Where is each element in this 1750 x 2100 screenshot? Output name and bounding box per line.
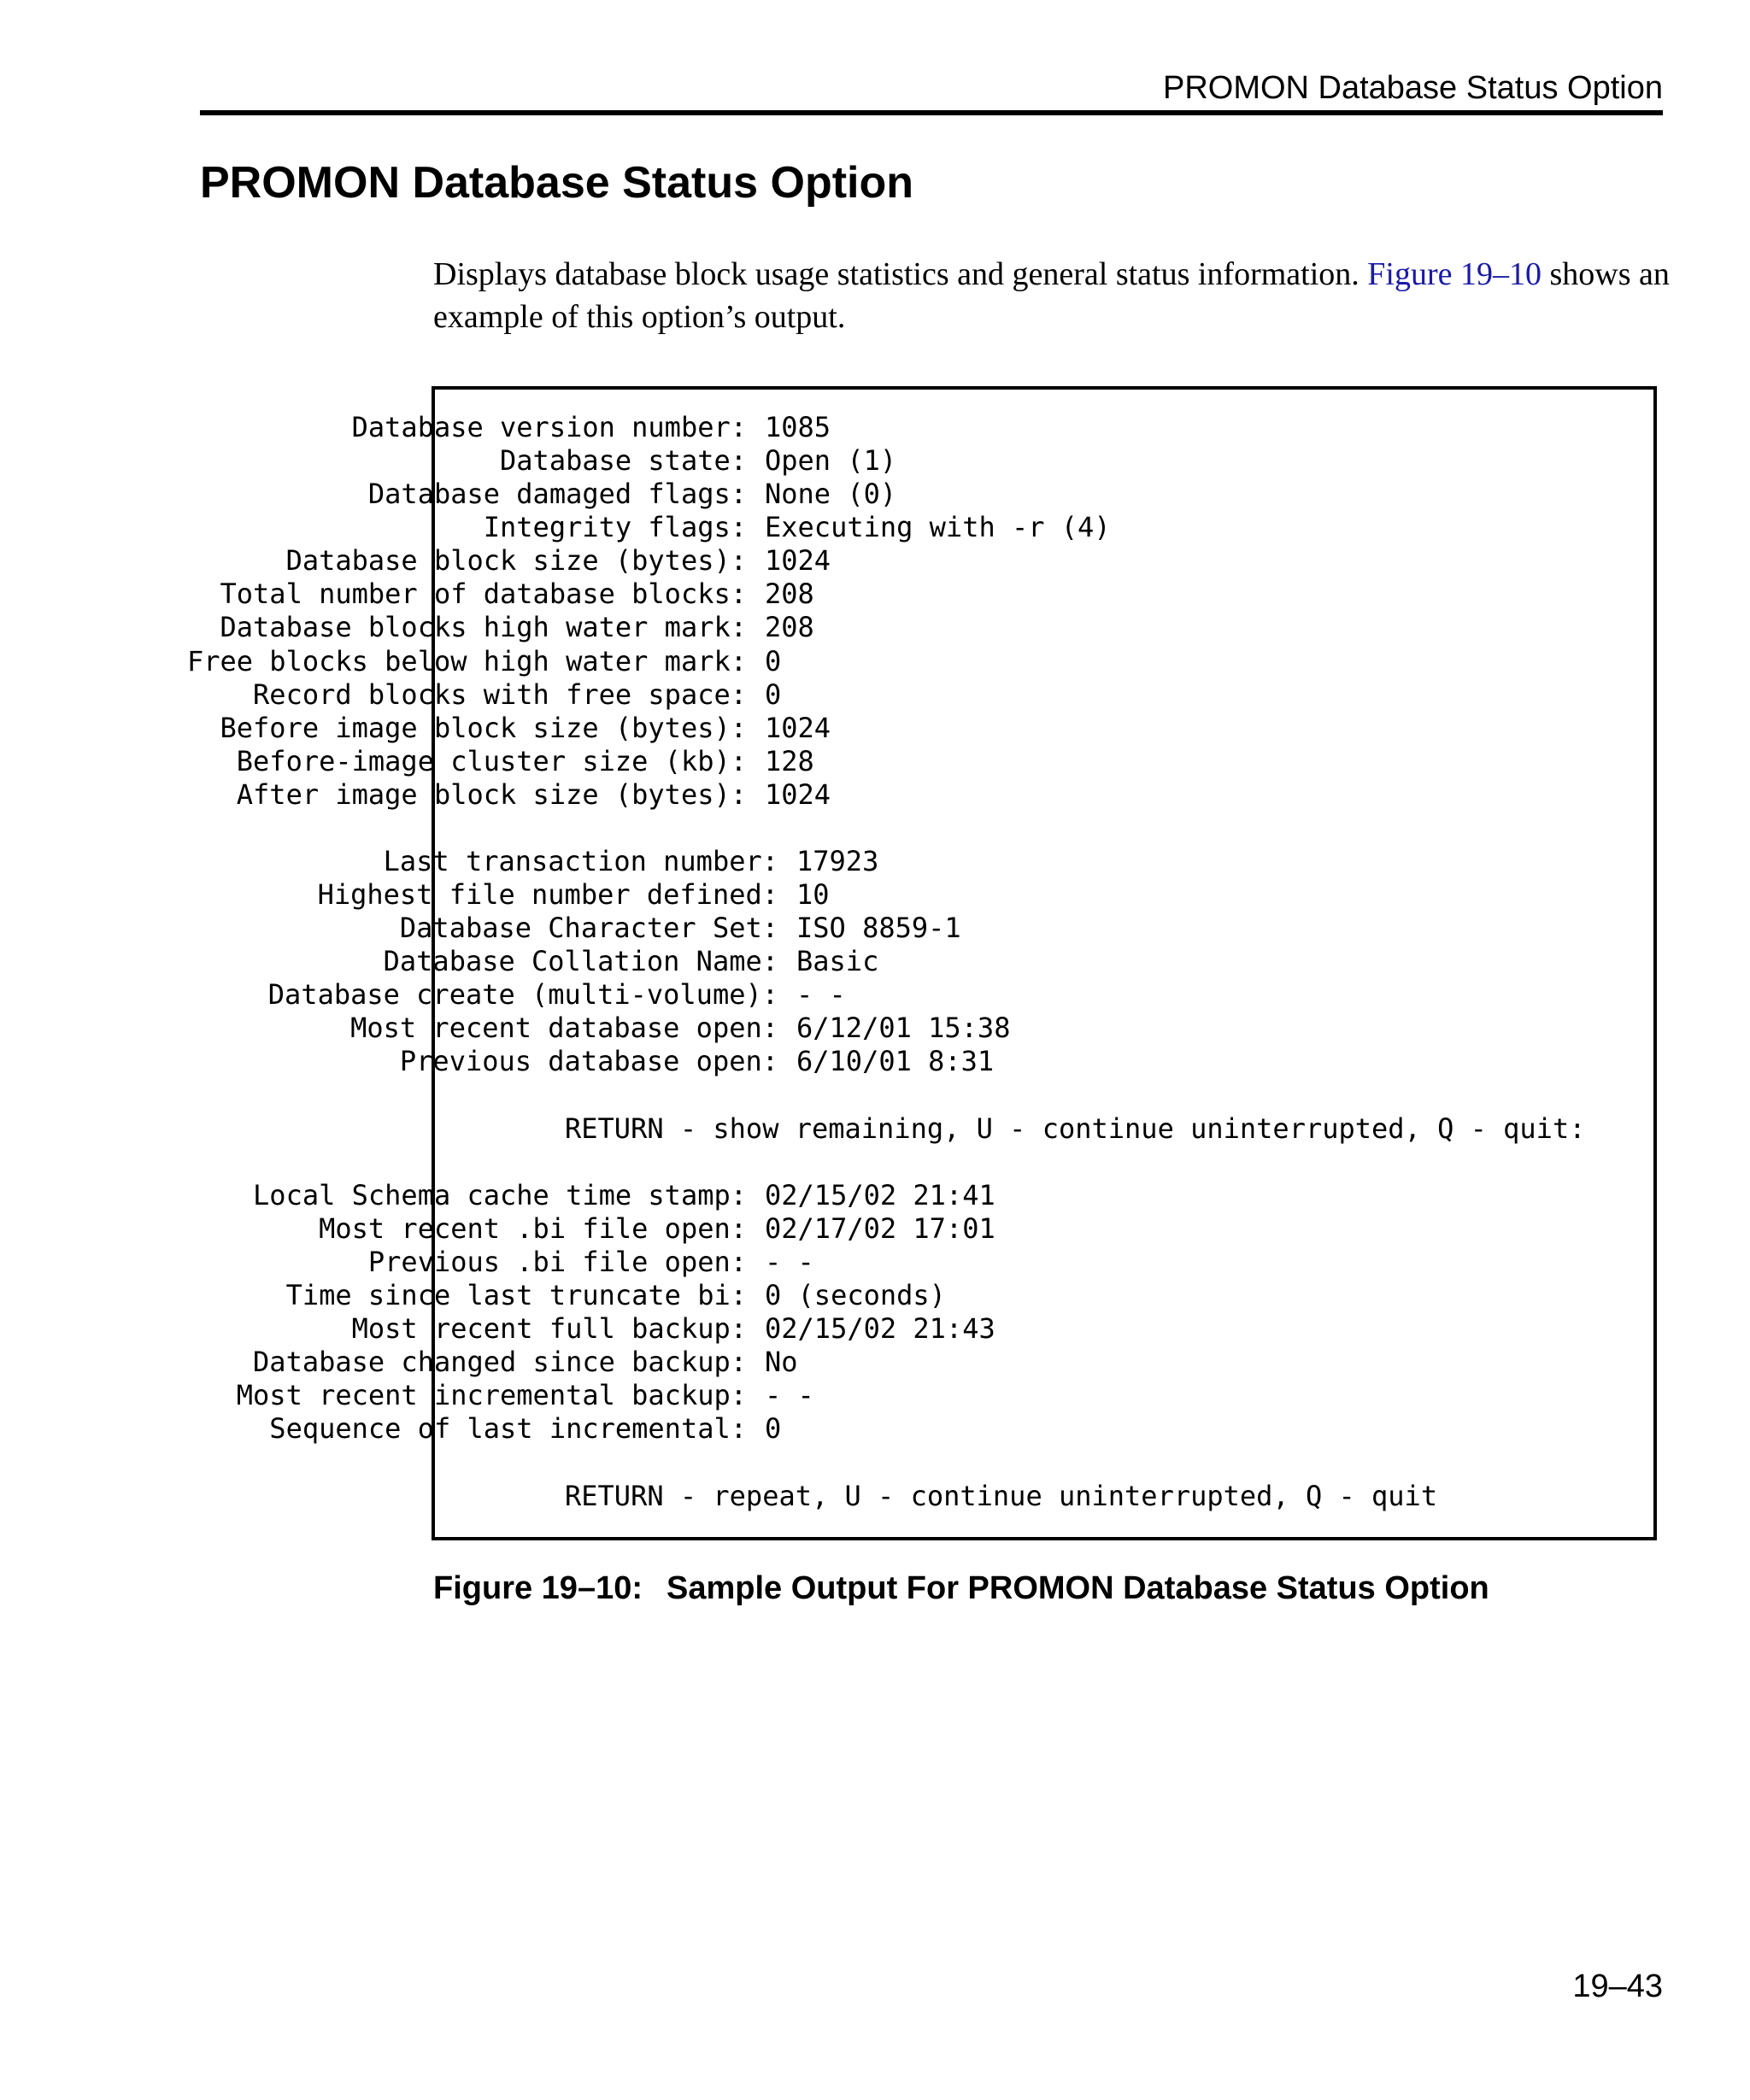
status-line: [399, 911, 1653, 945]
status-value: 02/17/02 17:01: [765, 1212, 995, 1245]
status-line: [367, 477, 1653, 511]
status-line: [435, 443, 1653, 478]
status-value: Open (1): [765, 444, 897, 477]
status-value: ISO 8859-1: [796, 912, 961, 944]
prompt-text: RETURN - show remaining, U - continue uninterrupted, Q - quit:: [565, 1112, 1586, 1145]
status-label: Database Collation Name:: [383, 945, 778, 977]
status-line: [186, 644, 1653, 678]
status-line: [236, 744, 1653, 778]
section-title: PROMON Database Status Option: [200, 158, 913, 208]
status-value: 17923: [796, 845, 879, 877]
intro-paragraph: [433, 253, 1672, 338]
status-label: Before image block size (bytes):: [220, 712, 747, 744]
status-value: None (0): [765, 478, 897, 510]
status-value: 0 (seconds): [765, 1279, 946, 1311]
status-line: [285, 1278, 1653, 1312]
status-label: After image block size (bytes):: [236, 778, 747, 811]
status-line: [236, 1378, 1653, 1412]
status-label: Before-image cluster size (kb):: [236, 745, 747, 777]
status-line: [285, 543, 1653, 578]
status-value: 208: [765, 578, 814, 610]
status-value: - -: [765, 1246, 814, 1278]
terminal-output-box: [186, 386, 1657, 1540]
status-line: [220, 711, 1653, 745]
status-value: 10: [796, 878, 830, 911]
status-line: [319, 1211, 1653, 1246]
status-label: Previous database open:: [399, 1045, 778, 1077]
status-value: 1024: [765, 778, 831, 811]
status-line: [351, 1311, 1653, 1346]
figure-caption: [433, 1569, 1489, 1608]
status-label: Total number of database blocks:: [220, 578, 747, 610]
header-rule: [200, 110, 1663, 115]
status-line: [399, 1044, 1653, 1078]
status-line: [383, 944, 1653, 978]
status-value: - -: [765, 1379, 814, 1411]
status-label: Integrity flags:: [483, 511, 747, 543]
status-label: Database create (multi-volume):: [267, 978, 778, 1011]
status-label: Most recent full backup:: [351, 1312, 747, 1345]
terminal-prompt: [435, 1112, 1653, 1146]
status-value: 1085: [765, 411, 831, 443]
status-value: 208: [765, 611, 814, 643]
status-label: Database version number:: [351, 411, 747, 443]
status-value: 0: [765, 1412, 782, 1445]
status-label: Database state:: [500, 444, 747, 477]
status-label: Database blocks high water mark:: [220, 611, 747, 643]
status-value: Executing with -r (4): [765, 511, 1111, 543]
status-label: Database changed since backup:: [253, 1346, 747, 1378]
intro-text-after-link: shows an example of this option’s output.: [433, 256, 1670, 335]
status-line: [220, 610, 1653, 644]
status-label: Last transaction number:: [383, 845, 778, 877]
figure-link[interactable]: Figure 19–10: [1367, 256, 1542, 292]
status-line: [253, 678, 1653, 712]
status-value: - -: [796, 978, 846, 1011]
status-label: Time since last truncate bi:: [285, 1279, 747, 1311]
status-label: Local Schema cache time stamp:: [253, 1179, 747, 1211]
status-label: Most recent database open:: [350, 1012, 778, 1044]
status-value: 6/10/01 8:31: [796, 1045, 995, 1077]
status-value: 1024: [765, 544, 831, 577]
status-line: [317, 877, 1653, 912]
terminal-prompt: [435, 1479, 1653, 1513]
status-label: Database damaged flags:: [367, 478, 747, 510]
status-line: [220, 577, 1653, 611]
status-label: Database block size (bytes):: [285, 544, 747, 577]
status-value: No: [765, 1346, 798, 1378]
status-line: [267, 977, 1653, 1012]
status-label: Most recent incremental backup:: [236, 1379, 747, 1411]
status-line: [253, 1178, 1653, 1212]
figure-number: Figure 19–10:: [433, 1570, 643, 1606]
status-line: [351, 410, 1653, 444]
status-value: Basic: [796, 945, 879, 977]
status-label: Previous .bi file open:: [367, 1246, 747, 1278]
status-value: 1024: [765, 712, 831, 744]
status-label: Free blocks below high water mark:: [186, 645, 747, 678]
status-line: [269, 1411, 1653, 1446]
status-line: [253, 1345, 1653, 1379]
status-label: Record blocks with free space:: [253, 678, 747, 711]
status-label: Sequence of last incremental:: [269, 1412, 747, 1445]
status-label: Highest file number defined:: [317, 878, 778, 911]
status-line: [350, 1011, 1653, 1045]
status-line: [383, 844, 1653, 878]
status-value: 6/12/01 15:38: [796, 1012, 1011, 1044]
status-value: 128: [765, 745, 814, 777]
status-value: 02/15/02 21:41: [765, 1179, 995, 1211]
page-number: 19–43: [1572, 1968, 1663, 2004]
intro-text-before-link: Displays database block usage statistics and general status information.: [433, 256, 1368, 292]
figure-title: Sample Output For PROMON Database Status Option: [667, 1570, 1489, 1606]
status-label: Database Character Set:: [399, 912, 778, 944]
status-line: [367, 1245, 1653, 1279]
status-label: Most recent .bi file open:: [319, 1212, 747, 1245]
status-value: 0: [765, 678, 782, 711]
running-head: PROMON Database Status Option: [1162, 70, 1663, 106]
status-value: 02/15/02 21:43: [765, 1312, 995, 1345]
status-line: [435, 510, 1653, 544]
prompt-text: RETURN - repeat, U - continue uninterrupted, Q - quit: [565, 1480, 1438, 1512]
status-value: 0: [765, 645, 782, 678]
status-line: [236, 777, 1653, 812]
